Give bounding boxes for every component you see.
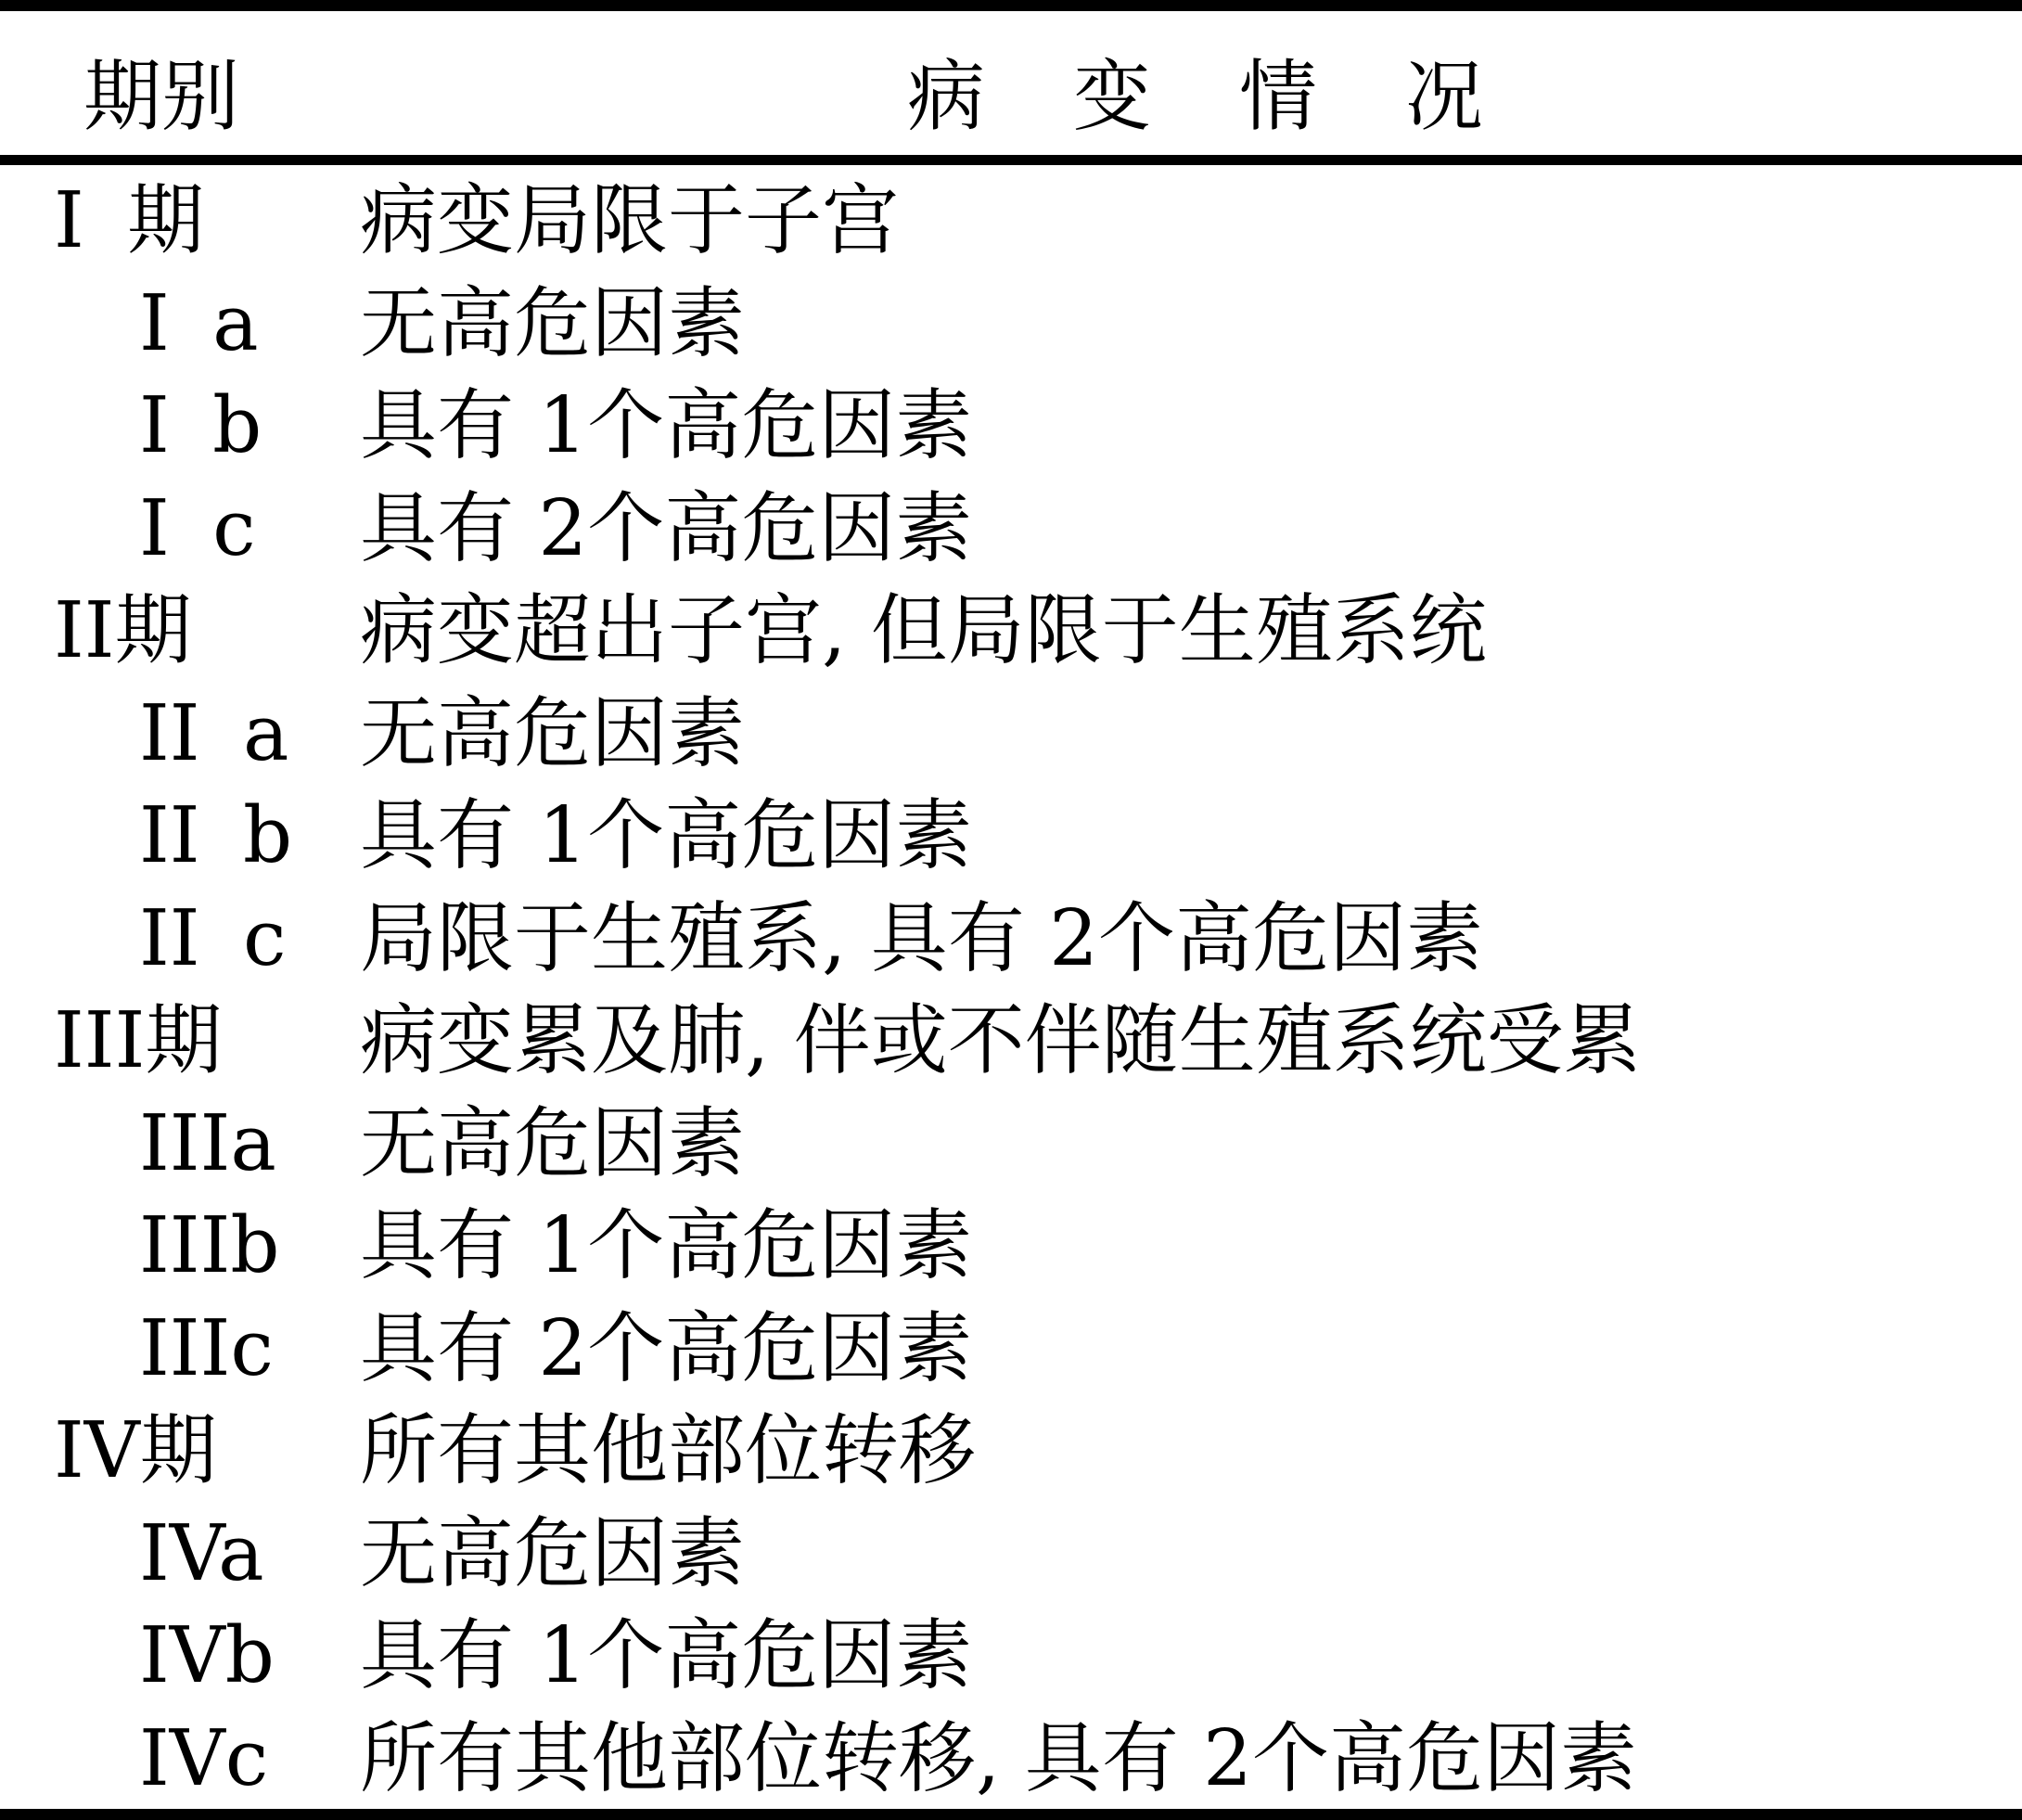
stage-cell: I 期 (54, 175, 205, 266)
condition-cell: 病变局限于子宫 (360, 175, 899, 266)
stage-cell: IVb (139, 1610, 275, 1701)
table-row (0, 1195, 2022, 1298)
condition-cell: 所有其他部位转移, 具有 2个高危因素 (360, 1712, 1637, 1803)
table-row (0, 478, 2022, 581)
condition-cell: 所有其他部位转移 (360, 1405, 976, 1496)
condition-column-header: 病变情况 (907, 51, 1572, 142)
table-row (0, 683, 2022, 786)
table-row (0, 888, 2022, 991)
stage-column-header: 期别 (83, 51, 240, 142)
condition-cell: 具有 1个高危因素 (360, 1610, 973, 1701)
condition-cell: 无高危因素 (360, 277, 745, 368)
stage-cell: IVa (139, 1507, 264, 1598)
stage-cell: III期 (54, 995, 223, 1086)
table-row (0, 990, 2022, 1093)
table-row (0, 1708, 2022, 1811)
condition-cell: 局限于生殖系, 具有 2个高危因素 (360, 892, 1483, 983)
stage-cell: I c (139, 482, 256, 573)
table-row (0, 1400, 2022, 1503)
condition-cell: 无高危因素 (360, 687, 745, 778)
condition-cell: 无高危因素 (360, 1097, 745, 1188)
stage-cell: II b (139, 790, 293, 881)
stage-cell: IV期 (54, 1405, 217, 1496)
stage-cell: IIIa (139, 1097, 276, 1188)
table-bottom-rule (0, 1809, 2022, 1820)
table-row (0, 580, 2022, 683)
table-row (0, 273, 2022, 376)
table-body (0, 170, 2022, 1810)
condition-cell: 具有 2个高危因素 (360, 482, 973, 573)
condition-cell: 病变超出子宫, 但局限于生殖系统 (360, 585, 1487, 676)
stage-cell: IIIc (139, 1302, 274, 1393)
table-row (0, 1298, 2022, 1401)
condition-cell: 具有 1个高危因素 (360, 380, 973, 471)
table-row (0, 785, 2022, 888)
table-row (0, 1605, 2022, 1708)
stage-cell: I b (139, 380, 262, 471)
stage-cell: II a (139, 687, 289, 778)
stage-cell: IIIb (139, 1200, 280, 1291)
stage-cell: II期 (54, 585, 192, 676)
condition-cell: 具有 1个高危因素 (360, 790, 973, 881)
stage-cell: I a (139, 277, 259, 368)
table-row (0, 170, 2022, 273)
stage-cell: II c (139, 892, 287, 983)
table-row (0, 1503, 2022, 1606)
condition-cell: 具有 2个高危因素 (360, 1302, 973, 1393)
table-header-row (0, 11, 2022, 155)
table-top-rule (0, 0, 2022, 11)
table-row (0, 375, 2022, 478)
table-header-rule (0, 155, 2022, 165)
stage-cell: IVc (139, 1712, 269, 1803)
condition-cell: 无高危因素 (360, 1507, 745, 1598)
condition-cell: 具有 1个高危因素 (360, 1200, 973, 1291)
condition-cell: 病变累及肺, 伴或不伴随生殖系统受累 (360, 995, 1641, 1086)
table-row (0, 1093, 2022, 1196)
